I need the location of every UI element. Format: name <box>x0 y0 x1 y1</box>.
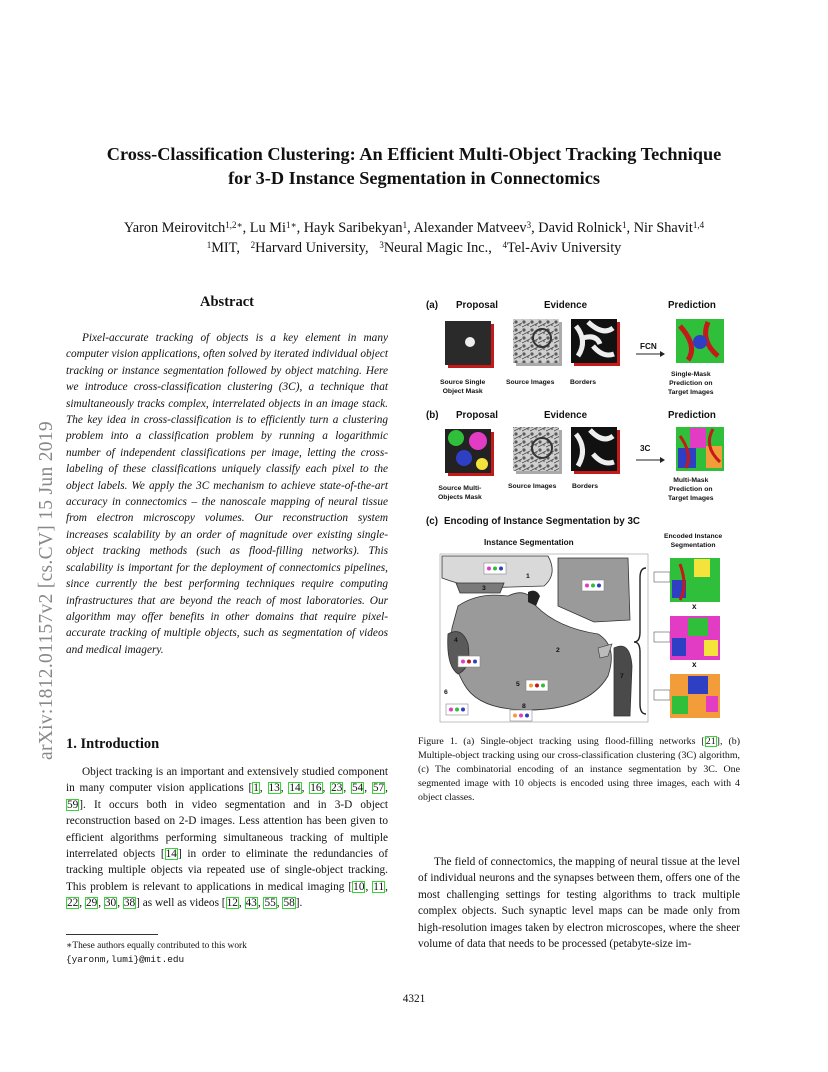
citation-link[interactable]: 38 <box>123 897 136 910</box>
affiliation: Neural Magic Inc., <box>383 240 492 256</box>
citation-link[interactable]: 22 <box>67 897 79 910</box>
caption-source-single: Source Single Object Mask <box>440 379 486 395</box>
citation-link[interactable]: 55 <box>264 897 276 910</box>
segment-label: 5 <box>516 681 520 688</box>
author-name: Hayk Saribekyan <box>303 220 403 236</box>
citation-link[interactable]: 59 <box>67 798 79 811</box>
footnote-contrib: ∗These authors equally contributed to this work <box>66 941 247 951</box>
intro-text: ]. <box>295 897 303 910</box>
abstract-text: Pixel-accurate tracking of objects is a key element in many computer vision applications, often solved by iterated individual object tracking or instance segmentation followed by object matching. Here we introduce cross-classification clustering (3C), a technique that simultaneously tracks complex, interrelated objects in an image stack. The key idea in cross-classification is to efficiently turn a clustering problem into a classification problem by running a logarithmic number of independent classifications per image, letting the cross-labeling of these classifications uniquely classify each pixel to the object labels. We apply the 3C mechanism to achieve state-of-the-art accuracy in connectomics – the nanoscale mapping of neural tissue from electron microscopy volumes. Our reconstruction system increases scalability by an order of magnitude over existing single-object tracking methods (such as flood-filling networks). This scalability is important for the deployment of connectomics pipelines, since currently the best performing techniques require computing infrastructures that are beyond the reach of most laboratories. Our algorithm may offer benefits in other domains that require pixel-accurate tracking of multiple objects, such as segmentation of videos and medical imagery. <box>66 332 388 656</box>
prediction-heading-b: Prediction <box>668 410 716 421</box>
right-column-body <box>418 854 740 952</box>
caption-multi-mask: Multi-Mask Prediction on Target Images <box>668 477 714 502</box>
caption-source-multi: Source Multi- Objects Mask <box>438 485 482 501</box>
author-sup: 1,2∗ <box>225 220 243 230</box>
citation-link[interactable]: 23 <box>331 782 343 795</box>
author-sup: 1∗ <box>285 220 297 230</box>
author-name: David Rolnick <box>538 220 623 236</box>
caption-text: Figure 1. (a) Single-object tracking using flood-filling networks [ <box>418 736 705 747</box>
segment-label: 8 <box>522 703 526 710</box>
caption-borders-b: Borders <box>572 483 599 490</box>
figure-1 <box>418 296 740 726</box>
author-sup: 3 <box>526 220 532 230</box>
evidence-heading: Evidence <box>544 300 588 311</box>
title-line-2: for 3-D Instance Segmentation in Connectomics <box>228 168 600 188</box>
segment-label: 7 <box>620 673 624 680</box>
citation-link[interactable]: 43 <box>245 897 257 910</box>
encoded-images <box>654 558 720 718</box>
affiliation: MIT, <box>211 240 240 256</box>
citation-link[interactable]: 21 <box>705 736 716 747</box>
times-symbol: x <box>692 660 697 669</box>
citation-link[interactable]: 54 <box>352 782 364 795</box>
footnote-email: {yaronm,lumi}@mit.edu <box>66 954 185 965</box>
author-name: Lu Mi <box>249 220 286 236</box>
panel-b-images <box>445 427 724 476</box>
proposal-heading: Proposal <box>456 300 498 311</box>
abstract-body <box>66 330 388 658</box>
author-name: Alexander Matveev <box>413 220 527 236</box>
intro-text: ] in order to eliminate the redundancies of tracking multiple objects via repeated use of single-object tracking. This problem is relevant to applications in medical imaging [ <box>66 848 389 893</box>
figure-caption <box>418 735 740 805</box>
author-name: Yaron Meirovitch <box>123 220 226 236</box>
segment-label: 3 <box>482 585 486 592</box>
evidence-heading-b: Evidence <box>544 410 588 421</box>
title-line-1: Cross-Classification Clustering: An Efficient Multi-Object Tracking Technique <box>106 144 722 164</box>
citation-link[interactable]: 29 <box>85 897 98 910</box>
author-sup: 1 <box>402 220 408 230</box>
author-list: Yaron Meirovitch$^{1,2∗}$, Lu $Mi^{1∗}$, Hayk Saribekyan$^1$, Alexander Matveev$^3$, David Rolnick$^1$, Nir Shavit$^{1,4}$ <box>123 220 705 236</box>
affiliation: Tel-Aviv University <box>507 240 622 256</box>
encoded-title: Encoded Instance Segmentation <box>664 533 723 549</box>
encoding-title: Encoding of Instance Segmentation by 3C <box>444 516 640 527</box>
author-sup: 1,4 <box>692 220 705 230</box>
footnote-rule <box>66 934 158 935</box>
intro-body <box>66 764 388 912</box>
segment-label: 2 <box>556 647 560 654</box>
citation-link[interactable]: 58 <box>283 897 295 910</box>
three-c-label: 3C <box>640 444 651 453</box>
caption-text: ], (b) Multiple-object tracking using our cross-classification clustering (3C) algorithm, (c) The combinatorial encoding of an instance segmentation by 3C. One segmented image with 10 objects is encoded using three images, each with 4 object classes. <box>418 736 740 803</box>
caption-borders: Borders <box>570 379 597 386</box>
segment-label: 1 <box>526 573 530 580</box>
affiliation-sup: 1 <box>206 240 212 250</box>
citation-link[interactable]: 12 <box>226 897 238 910</box>
author-sup: 1 <box>622 220 627 230</box>
citation-link[interactable]: 14 <box>289 782 301 795</box>
proposal-heading-b: Proposal <box>456 410 498 421</box>
arxiv-id: arXiv:1812.01157v2 [cs.CV] 15 Jun 2019 <box>36 421 57 760</box>
intro-text: ]. It occurs both in video segmentation and in 3-D object reconstruction based on 2-D images. Less attention has been given to efficient algorithms performing simultaneous tracking of multiple interrelated objects [ <box>66 798 388 861</box>
intro-paragraph: Object tracking is an important and extensively studied component in many computer vision applications [1, 13, 14, 16, 23, 54, 57, 59]. It occurs both in video segmentation and in 3-D object reconstruction based on 2-D images. Less attention has been given to efficient algorithms performing simultaneous tracking of multiple interrelated objects [14] in order to eliminate the redundancies of tracking multiple objects via repeated use of single-object tracking. This problem is relevant to applications in medical imaging [10, 11, 22, 29, 30, 38] as well as videos [12, 43, 55, 58]. <box>66 766 389 910</box>
prediction-heading: Prediction <box>668 300 716 311</box>
arxiv-stamp <box>8 290 57 760</box>
affiliation-list <box>40 238 788 258</box>
affiliation-sup: 3 <box>379 240 384 250</box>
paper-title <box>60 142 768 190</box>
instance-seg-title: Instance Segmentation <box>484 538 574 547</box>
footnote <box>66 940 388 966</box>
body-paragraph: The field of connectomics, the mapping of neural tissue at the level of individual neurons and the synapses between them, offers one of the most challenging settings for testing algorithms to track multiple complex objects. Such synaptic level maps can be made only from high-resolution images taken by electron microscopes, where the sheer volume of data that needs to be processed (petabyte-size im- <box>418 856 740 951</box>
citation-link[interactable]: 13 <box>268 782 280 795</box>
caption-single-mask: Single-Mask Prediction on Target Images <box>668 371 714 396</box>
intro-text: ] as well as videos [ <box>136 897 226 910</box>
affiliation-sup: 2 <box>250 240 256 250</box>
author-block <box>40 218 788 258</box>
citation-link[interactable]: 10 <box>353 880 365 893</box>
citation-link[interactable]: 14 <box>165 848 177 861</box>
segment-label: 4 <box>454 637 458 644</box>
citation-link[interactable]: 1 <box>253 782 259 795</box>
panel-a-label: (a) <box>426 300 438 311</box>
fcn-label: FCN <box>640 342 657 351</box>
citation-link[interactable]: 16 <box>310 782 322 795</box>
affiliation-sup: 4 <box>502 240 508 250</box>
author-name: Nir Shavit <box>633 220 693 236</box>
segment-label: 6 <box>444 689 448 696</box>
page-number: 4321 <box>402 993 426 1005</box>
caption-source-images: Source Images <box>506 379 555 386</box>
affiliation: Harvard University, <box>255 240 369 256</box>
citation-link[interactable]: 30 <box>104 897 117 910</box>
citation-link[interactable]: 57 <box>372 782 385 795</box>
panel-b-label: (b) <box>426 410 439 421</box>
caption-source-images-b: Source Images <box>508 483 557 490</box>
section-heading: 1. Introduction <box>66 736 160 752</box>
panel-c-label: (c) <box>426 516 438 527</box>
citation-link[interactable]: 11 <box>373 880 385 893</box>
abstract-heading: Abstract <box>200 294 254 310</box>
panel-a-images <box>445 319 724 368</box>
intro-text: Object tracking is an important and extensively studied component in many computer vision applications [ <box>66 766 388 795</box>
times-symbol: x <box>692 602 697 611</box>
instance-segmentation-map <box>440 554 648 722</box>
